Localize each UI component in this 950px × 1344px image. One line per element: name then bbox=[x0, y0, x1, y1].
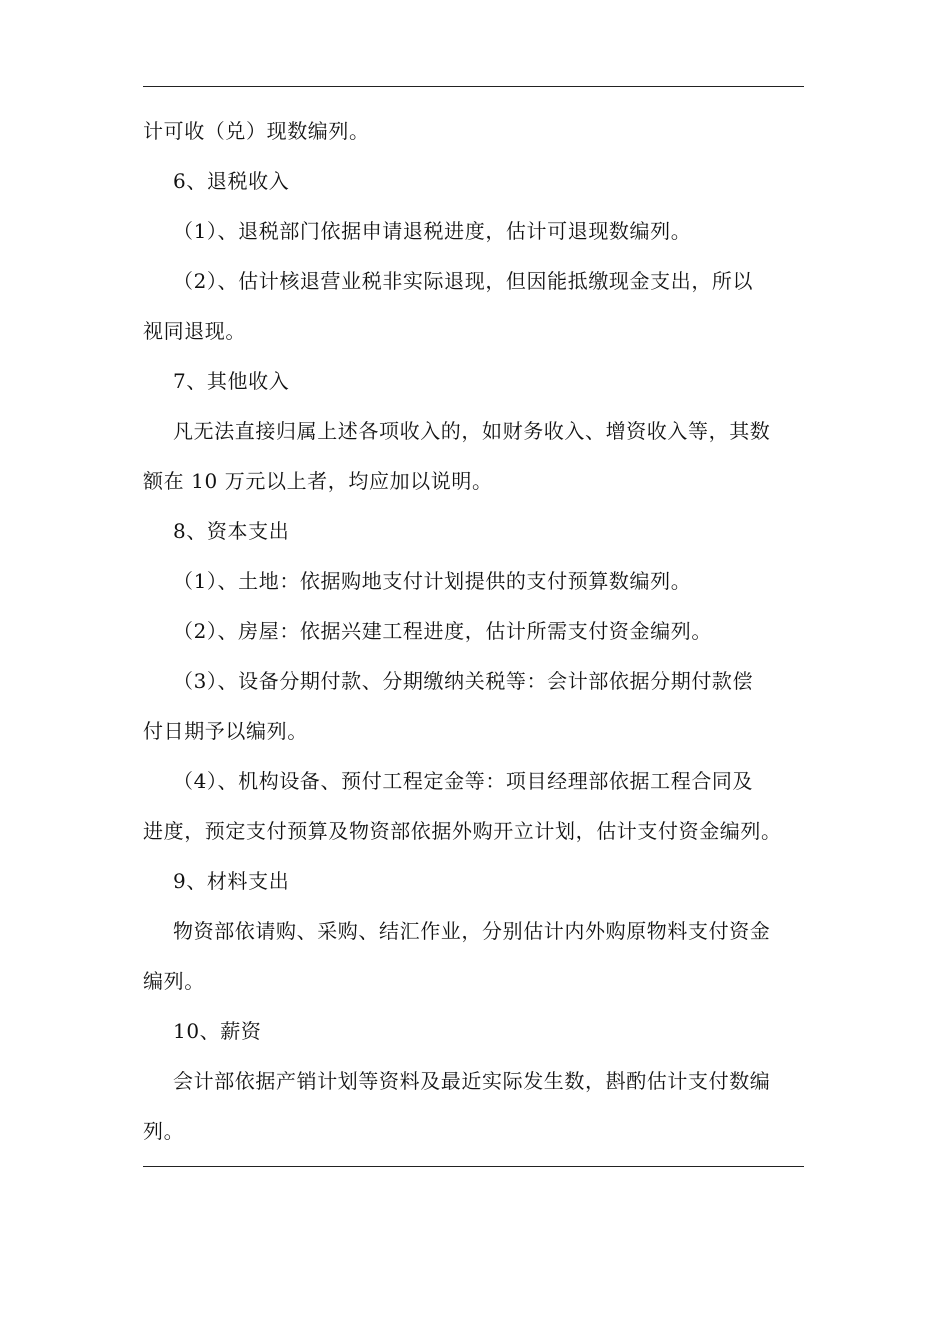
paragraph-line: （1）、土地：依据购地支付计划提供的支付预算数编列。 bbox=[173, 569, 692, 593]
paragraph-line: （2）、房屋：依据兴建工程进度，估计所需支付资金编列。 bbox=[173, 619, 712, 643]
paragraph-line: 额在 10 万元以上者，均应加以说明。 bbox=[143, 469, 493, 493]
paragraph-line: （2）、估计核退营业税非实际退现，但因能抵缴现金支出，所以 bbox=[173, 269, 754, 293]
footer-rule bbox=[143, 1166, 804, 1167]
paragraph-line: 进度，预定支付预算及物资部依据外购开立计划，估计支付资金编列。 bbox=[143, 819, 782, 843]
paragraph-line: （4）、机构设备、预付工程定金等：项目经理部依据工程合同及 bbox=[173, 769, 754, 793]
section-heading-material-expenditure: 9、材料支出 bbox=[173, 869, 290, 893]
document-body bbox=[143, 111, 804, 1161]
header-rule bbox=[143, 86, 804, 87]
paragraph-line: 编列。 bbox=[143, 969, 205, 993]
paragraph-line: 视同退现。 bbox=[143, 319, 246, 343]
paragraph-line: 付日期予以编列。 bbox=[143, 719, 308, 743]
paragraph-line: （1）、退税部门依据申请退税进度，估计可退现数编列。 bbox=[173, 219, 692, 243]
paragraph-line: 凡无法直接归属上述各项收入的，如财务收入、增资收入等，其数 bbox=[173, 419, 771, 443]
paragraph-line: 计可收（兑）现数编列。 bbox=[143, 119, 370, 143]
section-heading-salary: 10、薪资 bbox=[173, 1019, 262, 1043]
section-heading-tax-refund: 6、退税收入 bbox=[173, 169, 290, 193]
paragraph-line: （3）、设备分期付款、分期缴纳关税等：会计部依据分期付款偿 bbox=[173, 669, 754, 693]
paragraph-line: 会计部依据产销计划等资料及最近实际发生数，斟酌估计支付数编 bbox=[173, 1069, 771, 1093]
section-heading-capital-expenditure: 8、资本支出 bbox=[173, 519, 290, 543]
section-heading-other-income: 7、其他收入 bbox=[173, 369, 290, 393]
paragraph-line: 列。 bbox=[143, 1119, 185, 1143]
paragraph-line: 物资部依请购、采购、结汇作业，分别估计内外购原物料支付资金 bbox=[173, 919, 771, 943]
